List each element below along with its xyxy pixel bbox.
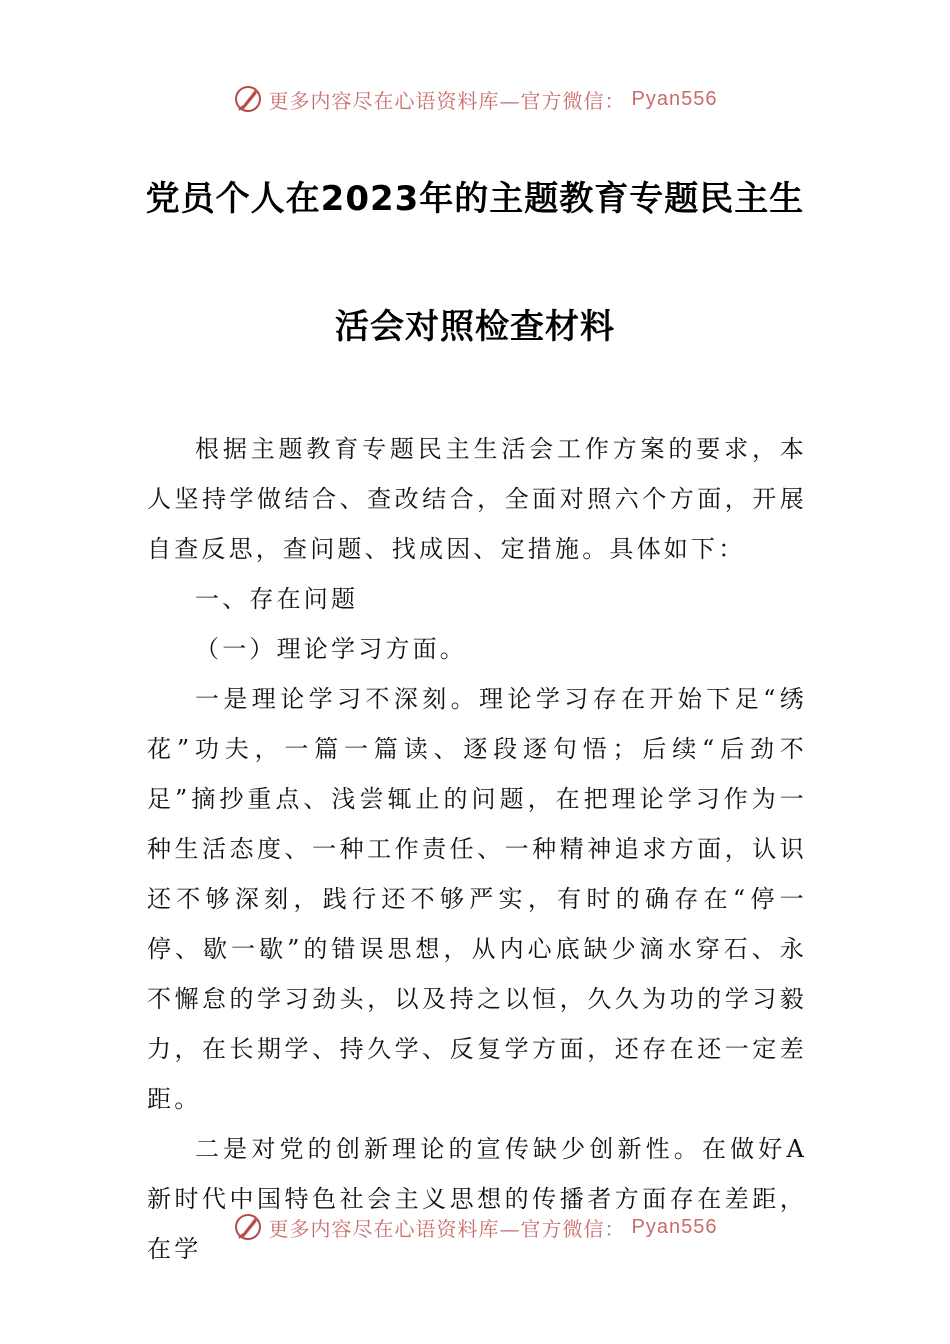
section-heading: 一、存在问题 [195, 585, 359, 613]
header-watermark [0, 84, 950, 114]
watermark-wechat-id: Pyan556 [631, 87, 718, 110]
watermark-text: 更多内容尽在心语资料库—官方微信： [268, 88, 626, 113]
quill-pen-logo-icon [233, 84, 263, 114]
subsection-heading: （一）理论学习方面。 [195, 635, 467, 663]
point-one-paragraph: 一是理论学习不深刻。理论学习存在开始下足“绣花”功夫，一篇一篇读、逐段逐句悟；后续“后劲不足”摘抄重点、浅尝辄止的问题，在把理论学习作为一种生活态度、一种工作责任、一种精神追求方面，认识还不够深刻，践行还不够严实，有时的确存在“停一停、歇一歇”的错误思想，从内心底缺少滴水穿石、永不懈怠的学习劲头，以及持之以恒，久久为功的学习毅力，在长期学、持久学、反复学方面，还存在还一定差距。 [147, 685, 807, 1113]
watermark-wechat-id: Pyan556 [631, 1215, 718, 1238]
document-title-line-1: 党员个人在2023年的主题教育专题民主生 [145, 179, 805, 219]
point-two-paragraph: 二是对党的创新理论的宣传缺少创新性。在做好A新时代中国特色社会主义思想的传播者方面存在差距，在学 [147, 1135, 807, 1263]
footer-watermark [0, 1212, 950, 1242]
document-title-line-2: 活会对照检查材料 [335, 307, 615, 347]
intro-paragraph: 根据主题教育专题民主生活会工作方案的要求，本人坚持学做结合、查改结合，全面对照六个方面，开展自查反思，查问题、找成因、定措施。具体如下： [147, 435, 807, 563]
watermark-text: 更多内容尽在心语资料库—官方微信： [268, 1216, 626, 1241]
quill-pen-logo-icon [233, 1212, 263, 1242]
document-body [147, 424, 807, 1274]
